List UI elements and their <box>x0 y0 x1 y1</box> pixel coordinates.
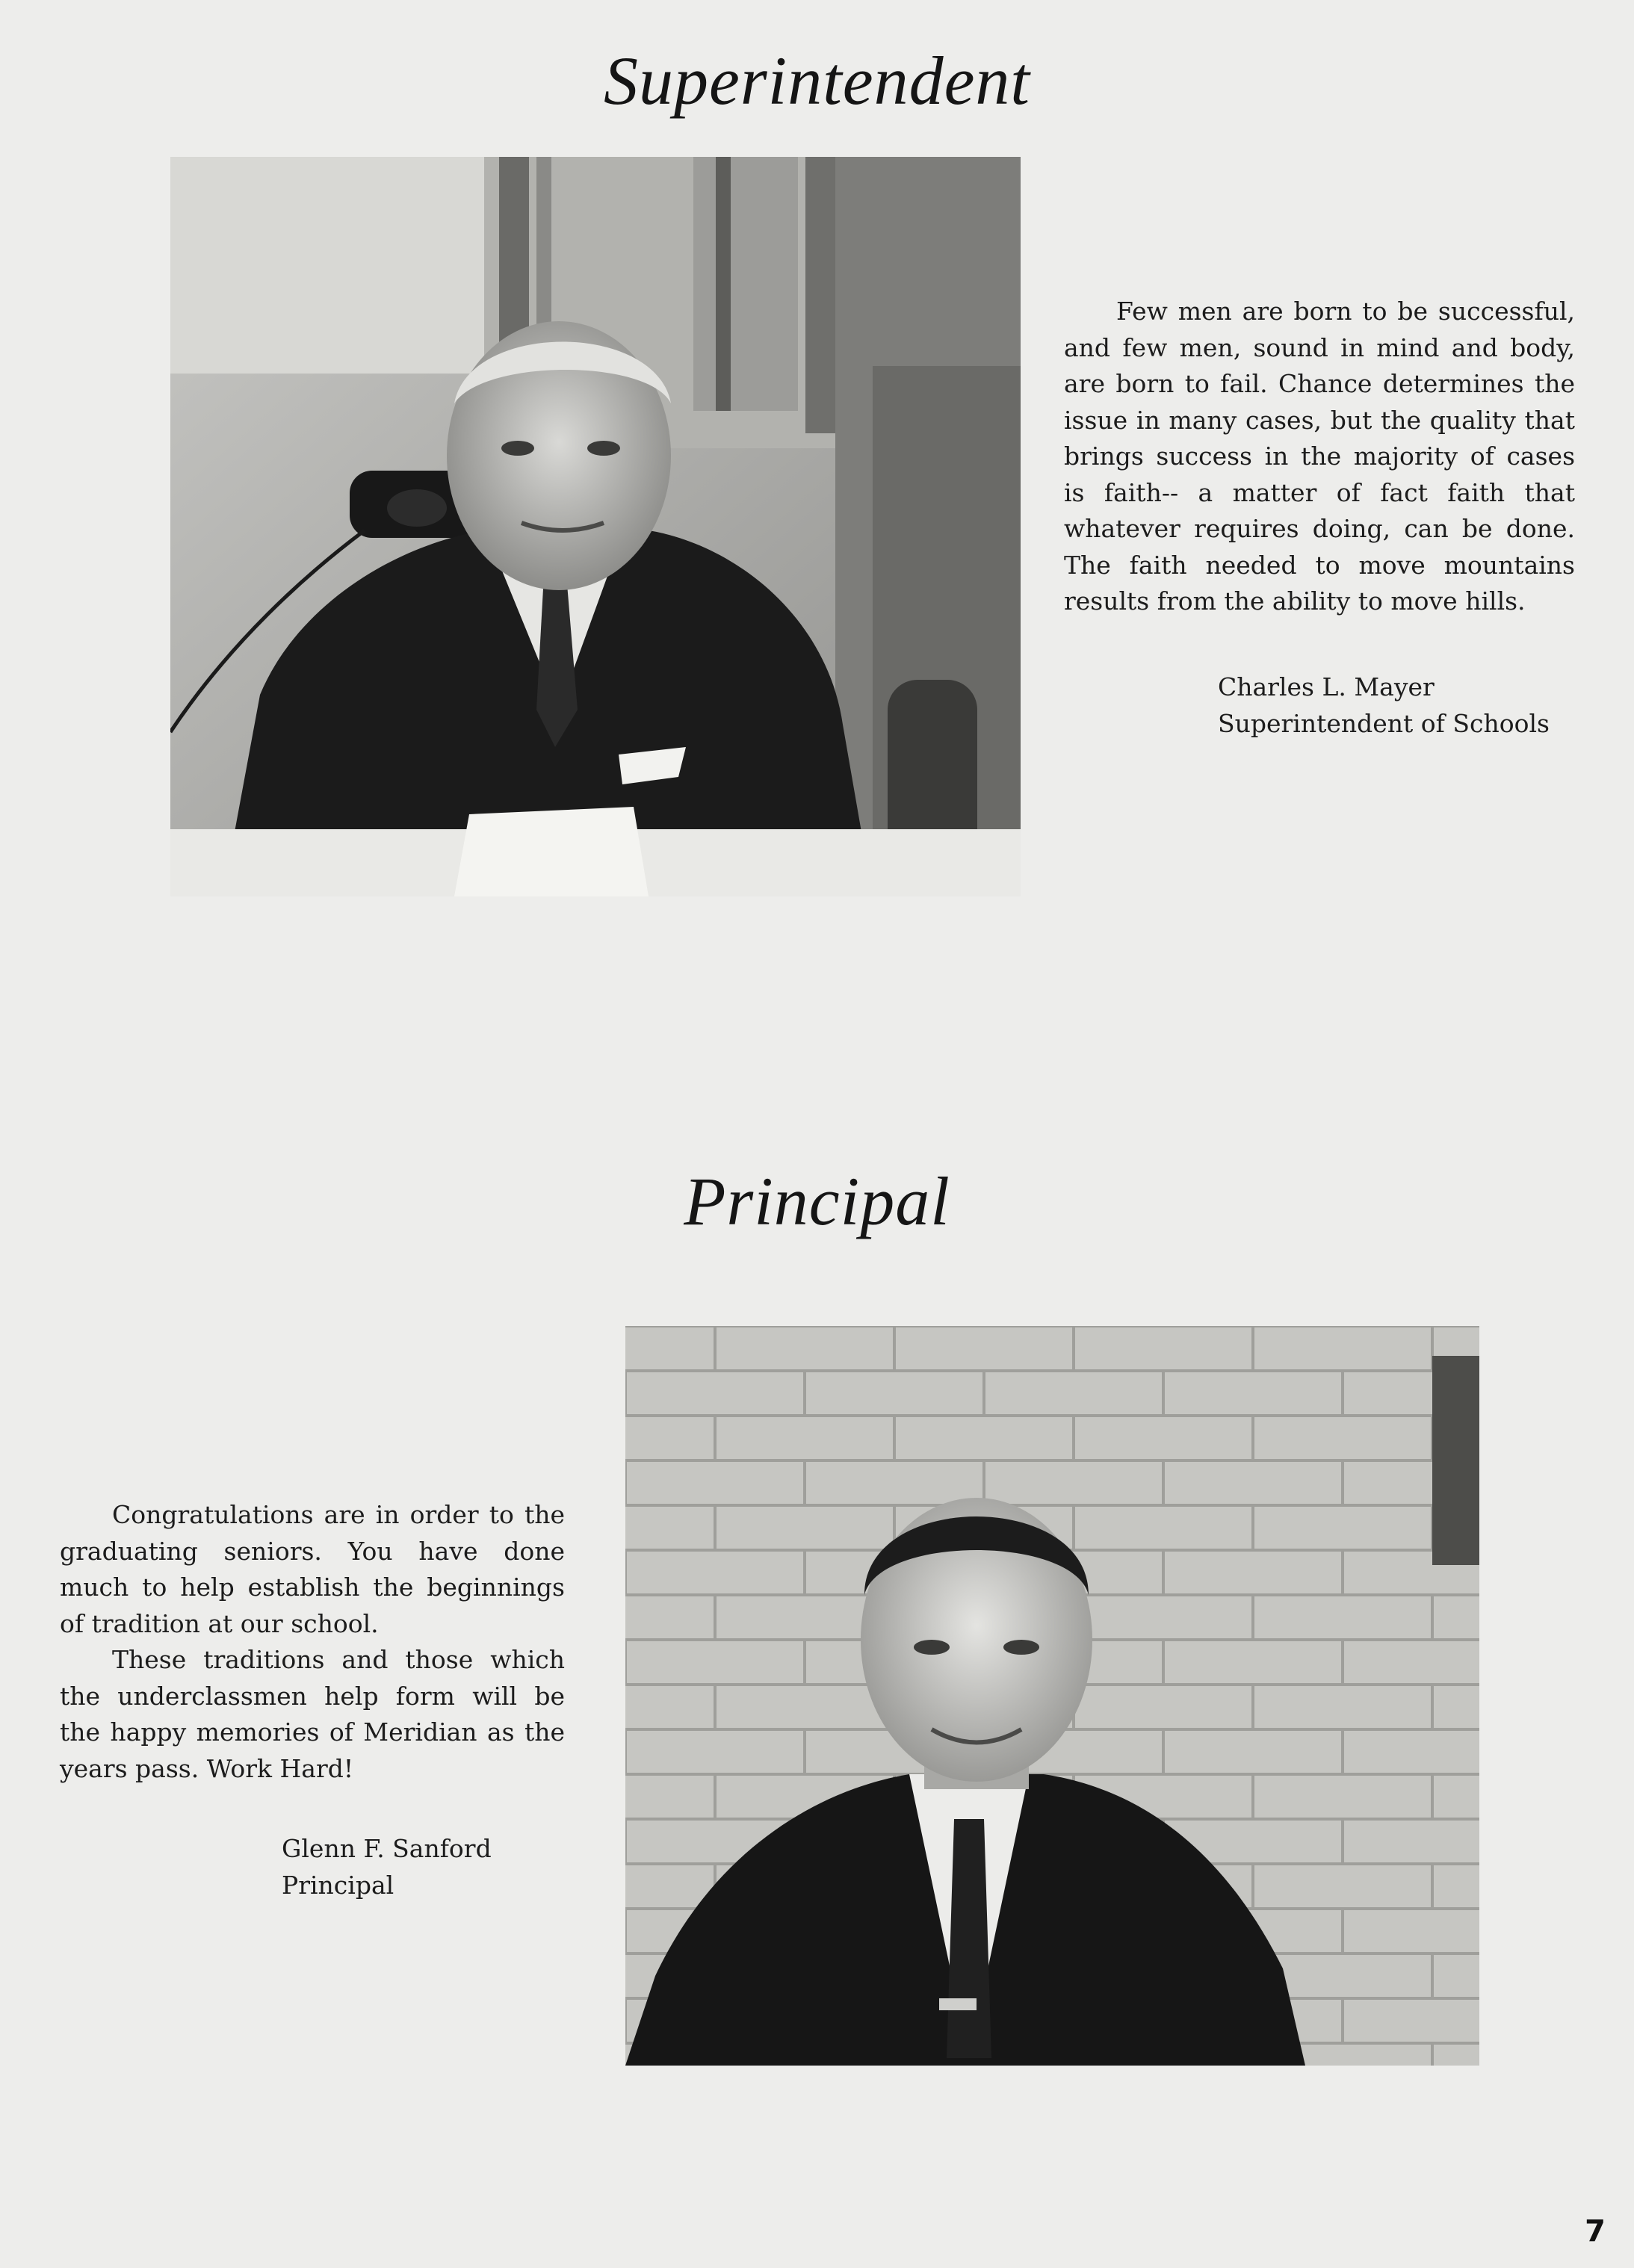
superintendent-title: Superintendent of Schools <box>1218 709 1550 738</box>
principal-message-paragraph-1: Congratulations are in order to the graduating seniors. You have done much to help establish the beginnings of tradition at our school. <box>60 1500 565 1638</box>
principal-photo <box>625 1326 1479 2066</box>
superintendent-message-paragraph: Few men are born to be successful, and few men, sound in mind and body, are born to fail. Chance determines the issue in many cases, but the quality that brings success in the majority of cases is faith-- a matter of fact faith that whatever requires doing, can be done. The faith needed to move mountains results from the ability to move hills. <box>1064 297 1575 616</box>
principal-photo-image <box>625 1326 1479 2066</box>
superintendent-photo <box>170 157 1021 896</box>
principal-signature <box>282 1830 492 1903</box>
principal-message <box>60 1497 565 1787</box>
superintendent-heading: Superintendent <box>604 43 1030 119</box>
superintendent-name: Charles L. Mayer <box>1218 672 1435 701</box>
superintendent-message <box>1064 294 1575 620</box>
superintendent-signature <box>1218 669 1550 742</box>
principal-title: Principal <box>282 1871 394 1900</box>
principal-heading: Principal <box>684 1163 950 1239</box>
superintendent-photo-image <box>170 157 1021 896</box>
page-number: 7 <box>1585 2214 1606 2249</box>
principal-name: Glenn F. Sanford <box>282 1834 492 1863</box>
principal-message-paragraph-2: These traditions and those which the underclassmen help form will be the happy memories of Meridian as the years pass. Work Hard! <box>60 1645 565 1783</box>
